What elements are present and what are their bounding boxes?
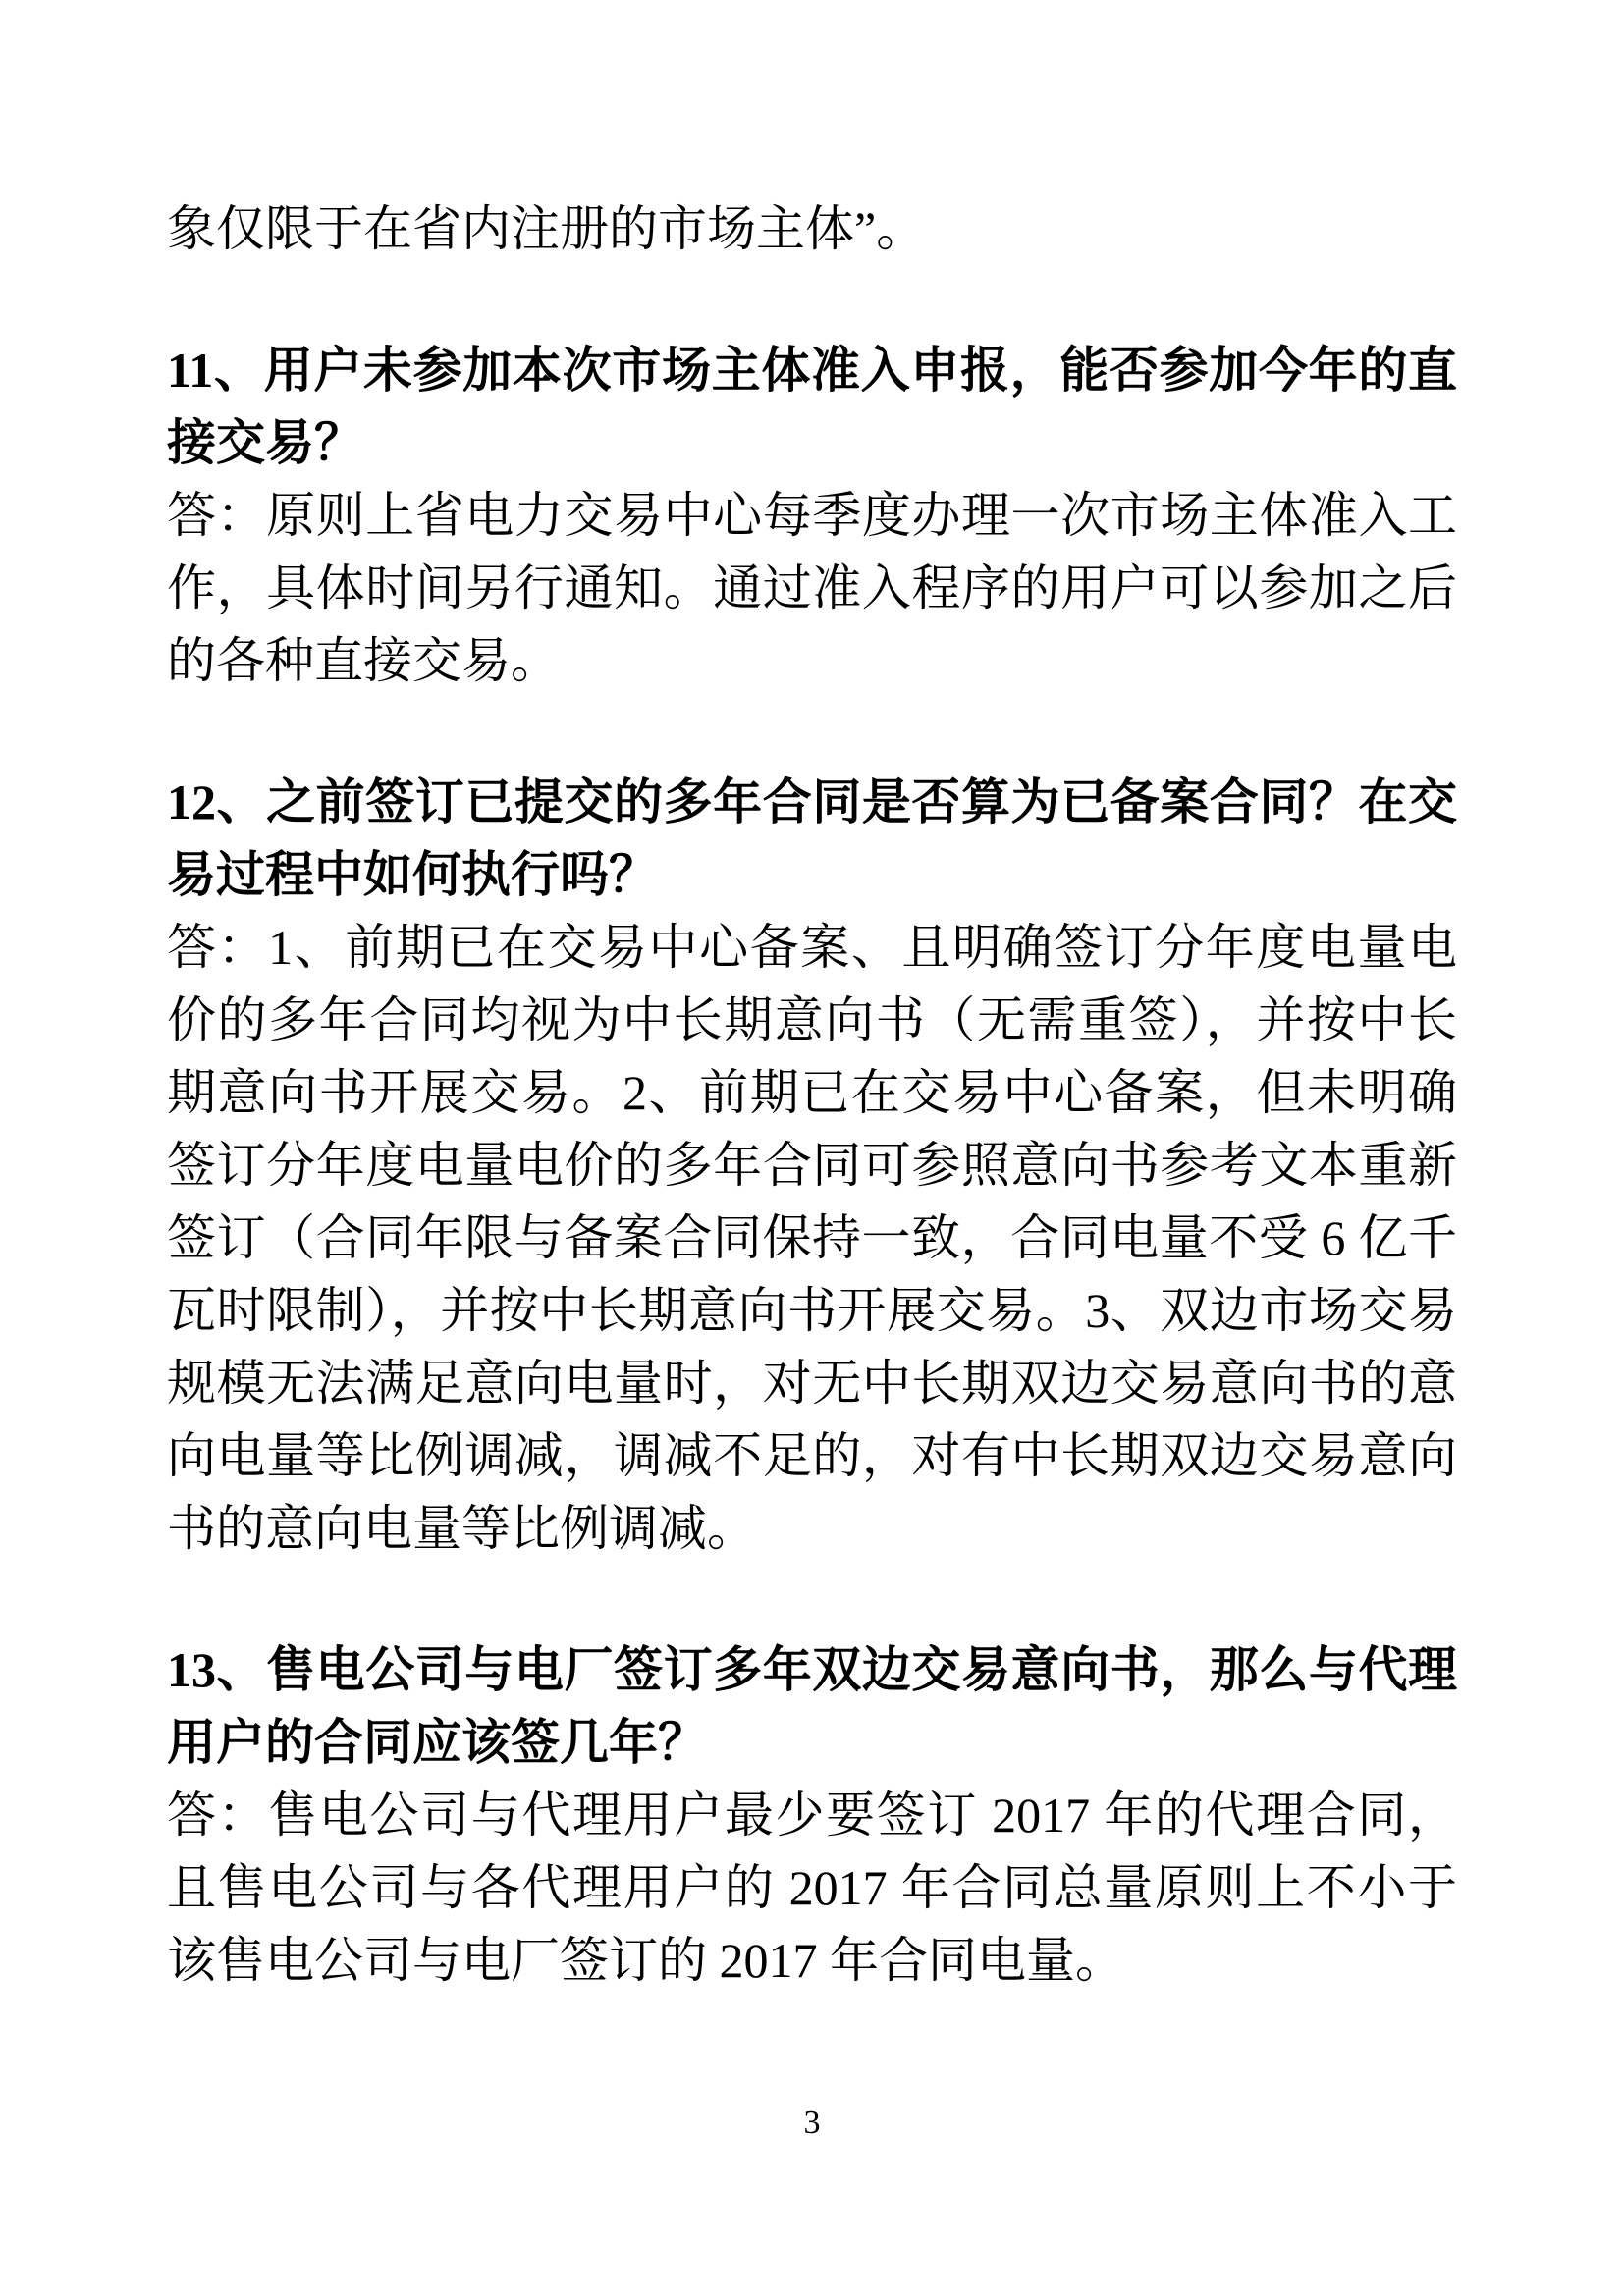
question-13-heading: 13、售电公司与电厂签订多年双边交易意向书，那么与代理用户的合同应该签几年？	[167, 1642, 1457, 1770]
question-12-heading: 12、之前签订已提交的多年合同是否算为已备案合同？在交易过程中如何执行吗？	[167, 774, 1457, 902]
question-11-heading: 11、用户未参加本次市场主体准入申报，能否参加今年的直接交易？	[167, 343, 1457, 470]
answer-11-paragraph: 答：原则上省电力交易中心每季度办理一次市场主体准入工作，具体时间另行通知。通过准入程序的用户可以参加之后的各种直接交易。	[167, 488, 1457, 688]
continuation-paragraph: 象仅限于在省内注册的市场主体”。	[167, 201, 926, 256]
answer-13-paragraph: 答：售电公司与代理用户最少要签订 2017 年的代理合同，且售电公司与各代理用户的 2017 年合同总量原则上不小于该售电公司与电厂签订的 2017 年合同电量。	[167, 1788, 1457, 1988]
answer-12-paragraph: 答：1、前期已在交易中心备案、且明确签订分年度电量电价的多年合同均视为中长期意向书（无需重签），并按中长期意向书开展交易。2、前期已在交易中心备案，但未明确签订分年度电量电价的多年合同可参照意向书参考文本重新签订（合同年限与备案合同保持一致，合同电量不受 6 亿千瓦时限制），并按中长期意向书开展交易。3、双边市场交易规模无法满足意向电量时，对无中长期双边交易意向书的意向电量等比例调减，调减不足的，对有中长期双边交易意向书的意向电量等比例调减。	[167, 920, 1457, 1556]
page-number: 3	[803, 2105, 821, 2141]
